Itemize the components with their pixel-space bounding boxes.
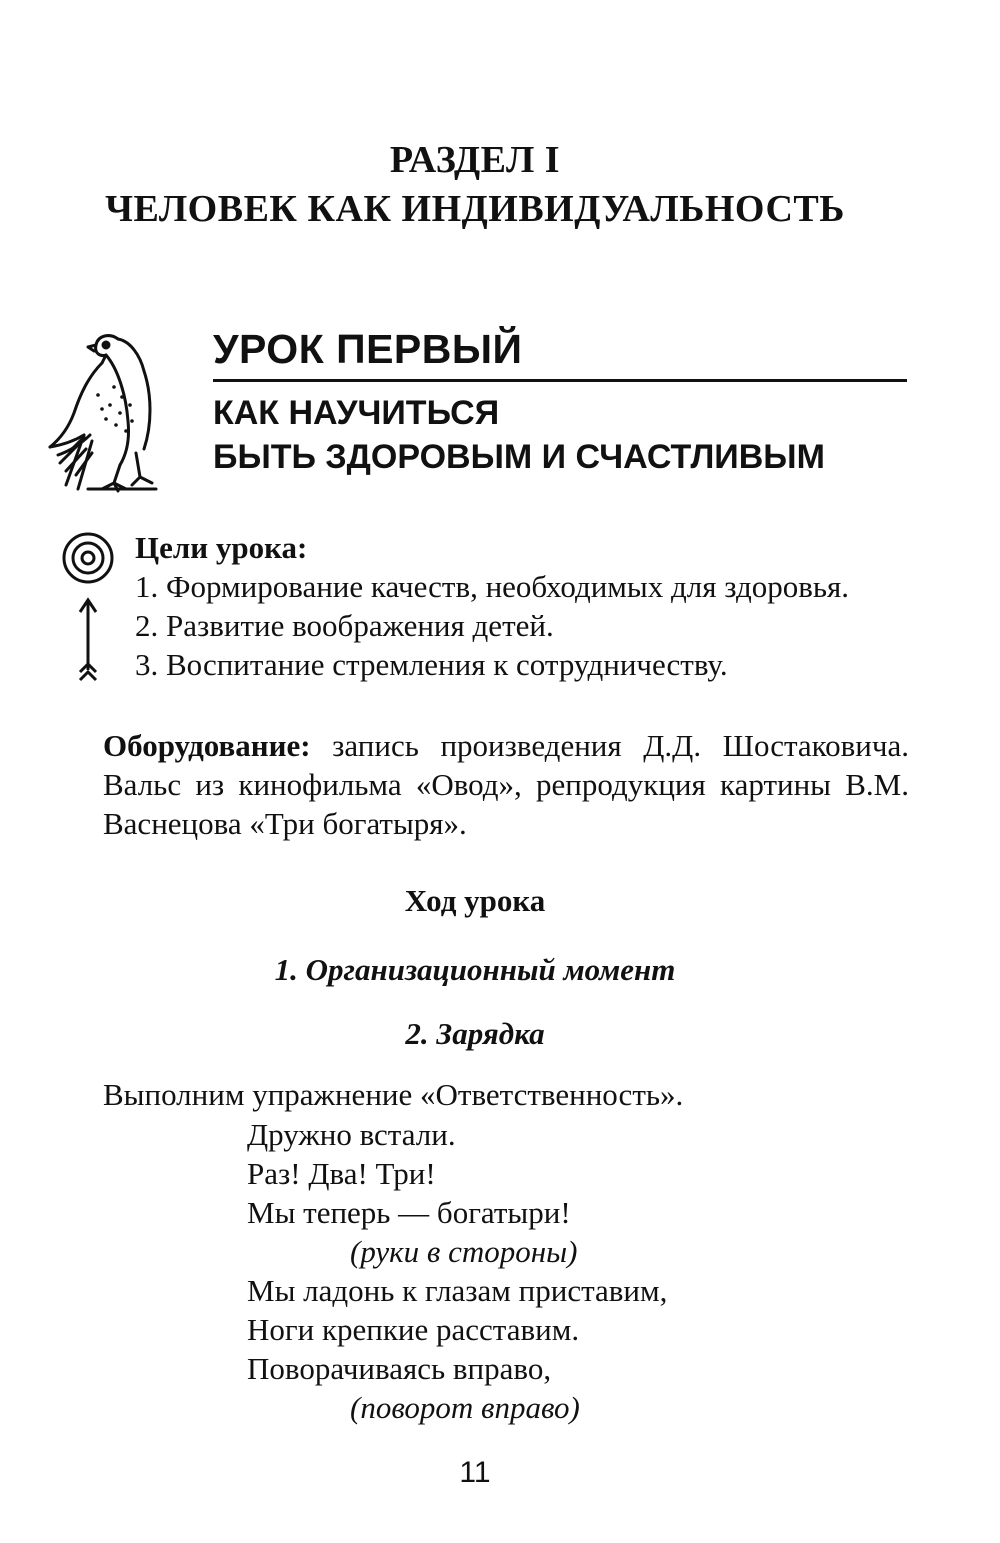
equipment-text: запись произведения Д.Д. Шостаковича. Вальс из кинофильма «Овод», репродукция картины В.М. Васнецова «Три богатыря». bbox=[103, 728, 909, 841]
poem-line: Поворачиваясь вправо, bbox=[247, 1351, 552, 1386]
falcon-icon bbox=[40, 325, 160, 495]
lesson-subtitle-line1: КАК НАУЧИТЬСЯ bbox=[213, 394, 500, 432]
goal-item: 2. Развитие воображения детей. bbox=[135, 608, 554, 643]
step-organizational: 1. Организационный момент bbox=[274, 952, 676, 987]
exercise-intro: Выполним упражнение «Ответственность». bbox=[103, 1077, 684, 1112]
equipment-label: Оборудование: bbox=[103, 728, 311, 763]
equipment-paragraph bbox=[103, 726, 909, 843]
target-arrow-icon bbox=[60, 530, 120, 690]
page-number: 11 bbox=[459, 1456, 491, 1489]
poem-line: Ноги крепкие расставим. bbox=[247, 1312, 580, 1347]
lesson-title: УРОК ПЕРВЫЙ bbox=[213, 326, 523, 372]
poem-line: Дружно встали. bbox=[247, 1117, 456, 1152]
stage-direction: (поворот вправо) bbox=[350, 1390, 580, 1425]
title-divider bbox=[213, 379, 907, 382]
goal-item: 3. Воспитание стремления к сотрудничеству. bbox=[135, 647, 728, 682]
poem-line: Раз! Два! Три! bbox=[247, 1156, 436, 1191]
section-title: ЧЕЛОВЕК КАК ИНДИВИДУАЛЬНОСТЬ bbox=[105, 188, 845, 230]
step-exercise: 2. Зарядка bbox=[405, 1016, 545, 1051]
poem-line: Мы ладонь к глазам приставим, bbox=[247, 1273, 668, 1308]
goal-item: 1. Формирование качеств, необходимых для здоровья. bbox=[135, 569, 849, 604]
goals-heading: Цели урока: bbox=[135, 530, 308, 565]
lesson-subtitle-line2: БЫТЬ ЗДОРОВЫМ И СЧАСТЛИВЫМ bbox=[213, 438, 825, 476]
stage-direction: (руки в стороны) bbox=[350, 1234, 578, 1269]
progress-heading: Ход урока bbox=[404, 883, 546, 918]
poem-line: Мы теперь — богатыри! bbox=[247, 1195, 571, 1230]
section-label: РАЗДЕЛ I bbox=[389, 139, 561, 181]
